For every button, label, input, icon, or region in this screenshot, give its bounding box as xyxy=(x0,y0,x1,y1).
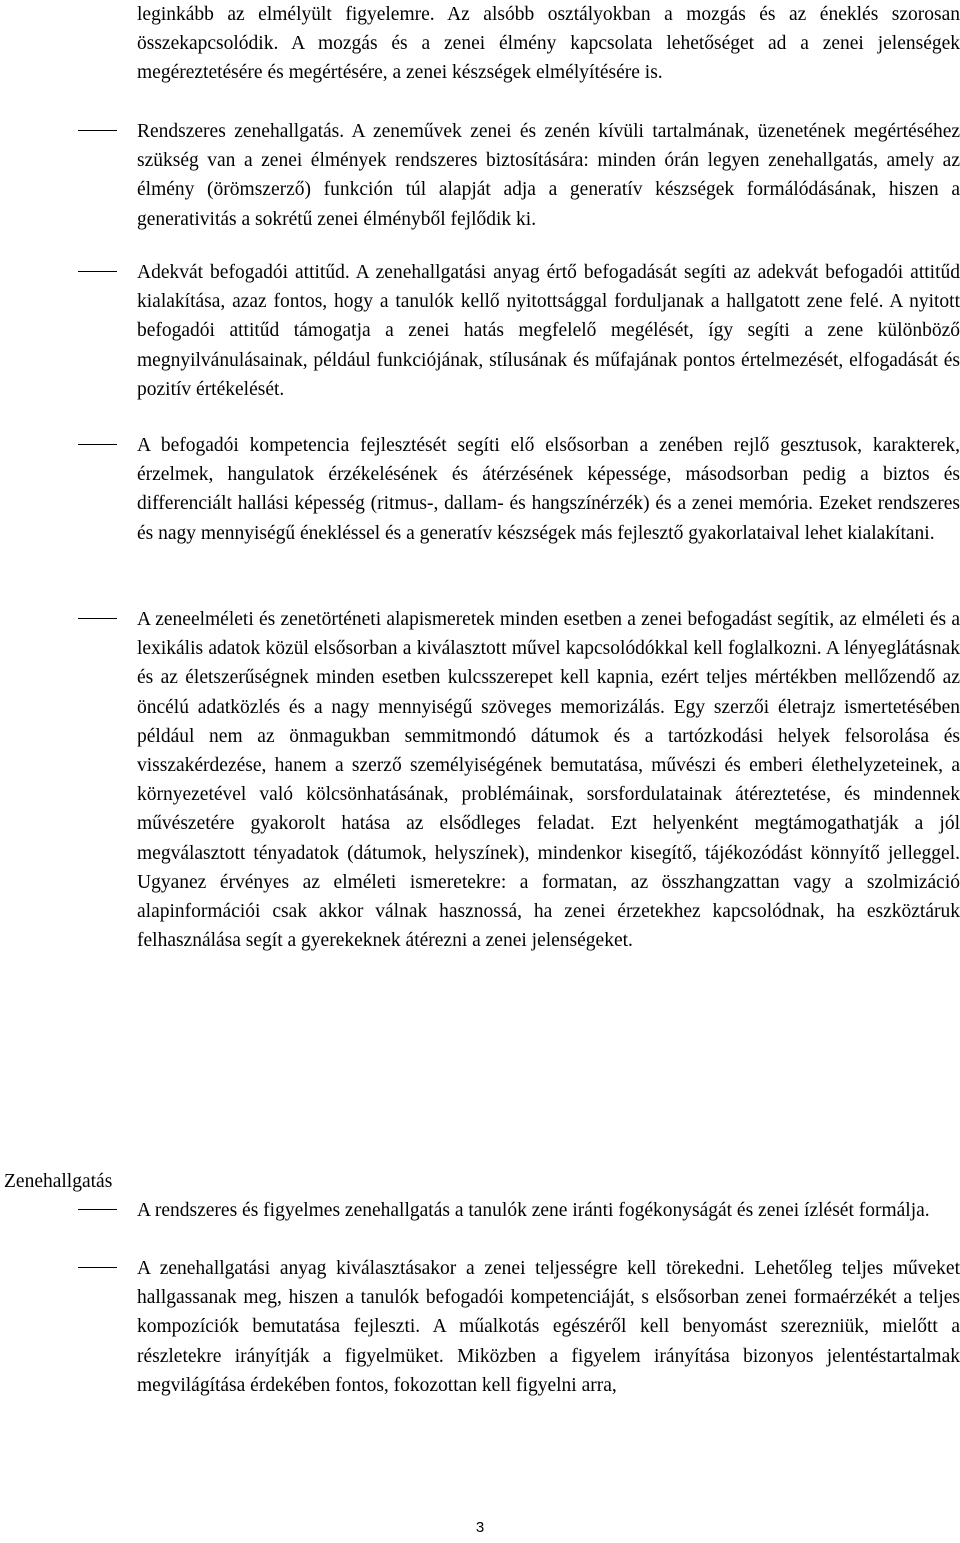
list-item-text: A befogadói kompetencia fejlesztését segíti elő elsősorban a zenében rejlő gesztusok, karakterek, érzelmek, hangulatok érzékelésének és átérzésének képessége, másodsorban pedig a biztos és differenciált hallási képesség (ritmus-, dallam- és hangszínérzék) és a zenei memória. Ezeket rendszeres és nagy mennyiségű énekléssel és a generatív készségek más fejlesztő gyakorlataival lehet kialakítani. xyxy=(137,435,960,544)
list-item-body: A zenehallgatási anyag értő befogadását segíti az adekvát befogadói attitűd kialakítása, azaz fontos, hogy a tanulók kellő nyitottsággal forduljanak a hallgatott zene felé. A nyitott befogadói attitűd támogatja a zenei hatás megfelelő megélését, így segíti a zene különböző megnyilvánulásainak, például funkciójának, stílusának és műfajának pontos értelmezését, elfogadását és pozitív értékelését. xyxy=(137,262,960,400)
list-item-text xyxy=(137,258,960,404)
dash-bullet-icon xyxy=(78,618,117,619)
dash-bullet-icon xyxy=(78,130,117,131)
list-item-text: A zenehallgatási anyag kiválasztásakor a zenei teljességre kell törekedni. Lehetőleg teljes műveket hallgassanak meg, hiszen a tanulók befogadói kompetenciáját, s elsősorban zenei formaérzékét a teljes kompozíciók bemutatása fejleszti. A műalkotás egészéről kell benyomást szerezniük, mielőtt a részletekre irányítják a figyelmüket. Miközben a figyelem irányítása bizonyos jelentéstartalmak megvilágítása érdekében fontos, fokozottan kell figyelni arra, xyxy=(137,1258,960,1396)
dash-bullet-icon xyxy=(78,271,117,272)
list-item-lead: Rendszeres zenehallgatás. xyxy=(137,121,345,142)
list-item-text xyxy=(137,117,960,234)
dash-bullet-icon xyxy=(78,444,117,445)
section-heading: Zenehallgatás xyxy=(4,1171,113,1192)
dash-bullet-icon xyxy=(78,1209,117,1210)
list-item-lead: Adekvát befogadói attitűd. xyxy=(137,262,350,283)
list-item-body: A zeneművek zenei és zenén kívüli tartalmának, üzenetének megértéséhez szükség van a zenei élmények rendszeres biztosítására: minden órán legyen zenehallgatás, amely az élmény (örömszerző) funkción túl alapját adja a generatív készségek formálódásának, hiszen a generativitás a sokrétű zenei élményből fejlődik ki. xyxy=(137,121,960,230)
dash-bullet-icon xyxy=(78,1267,117,1268)
intro-paragraph: leginkább az elmélyült figyelemre. Az alsóbb osztályokban a mozgás és az éneklés szorosan összekapcsolódik. A mozgás és a zenei élmény kapcsolata lehetőséget ad a zenei jelenségek megéreztetésére és megértésére, a zenei készségek elmélyítésére is. xyxy=(137,4,960,84)
page-number: 3 xyxy=(475,1519,485,1536)
list-item-text: A zeneelméleti és zenetörténeti alapismeretek minden esetben a zenei befogadást segítik, az elméleti és a lexikális adatok közül elsősorban a kiválasztott művel kapcsolódókkal kell foglalkozni. A lényeglátásnak és az életszerűségnek minden esetben kulcsszerepet kell kapnia, ezért teljes mértékben mellőzendő az öncélú adatközlés és a nagy mennyiségű szöveges memorizálás. Egy szerzői életrajz ismertetésében például nem az önmagukban semmitmondó dátumok és a tartózkodási helyek felsorolása és visszakérdezése, hanem a szerző személyiségének bemutatása, művészi és emberi élethelyzeteinek, a környezetével való kölcsönhatásának, problémáinak, sorsfordulatainak átéreztetése, és mindennek művészetére gyakorolt hatása az elsődleges feladat. Ezt helyenként megtámogathatják a jól megválasztott tényadatok (dátumok, helyszínek), mindenkor kisegítő, tájékozódást könnyítő jelleggel. Ugyanez érvényes az elméleti ismeretekre: a formatan, az összhangzattan vagy a szolmizáció alapinformációi csak akkor válnak hasznossá, ha zenei érzetekhez kapcsolódnak, ha eszköztáruk felhasználása segít a gyerekeknek átérezni a zenei jelenségeket. xyxy=(137,609,960,952)
list-item-text: A rendszeres és figyelmes zenehallgatás a tanulók zene iránti fogékonyságát és zenei ízlését formálja. xyxy=(137,1200,930,1221)
